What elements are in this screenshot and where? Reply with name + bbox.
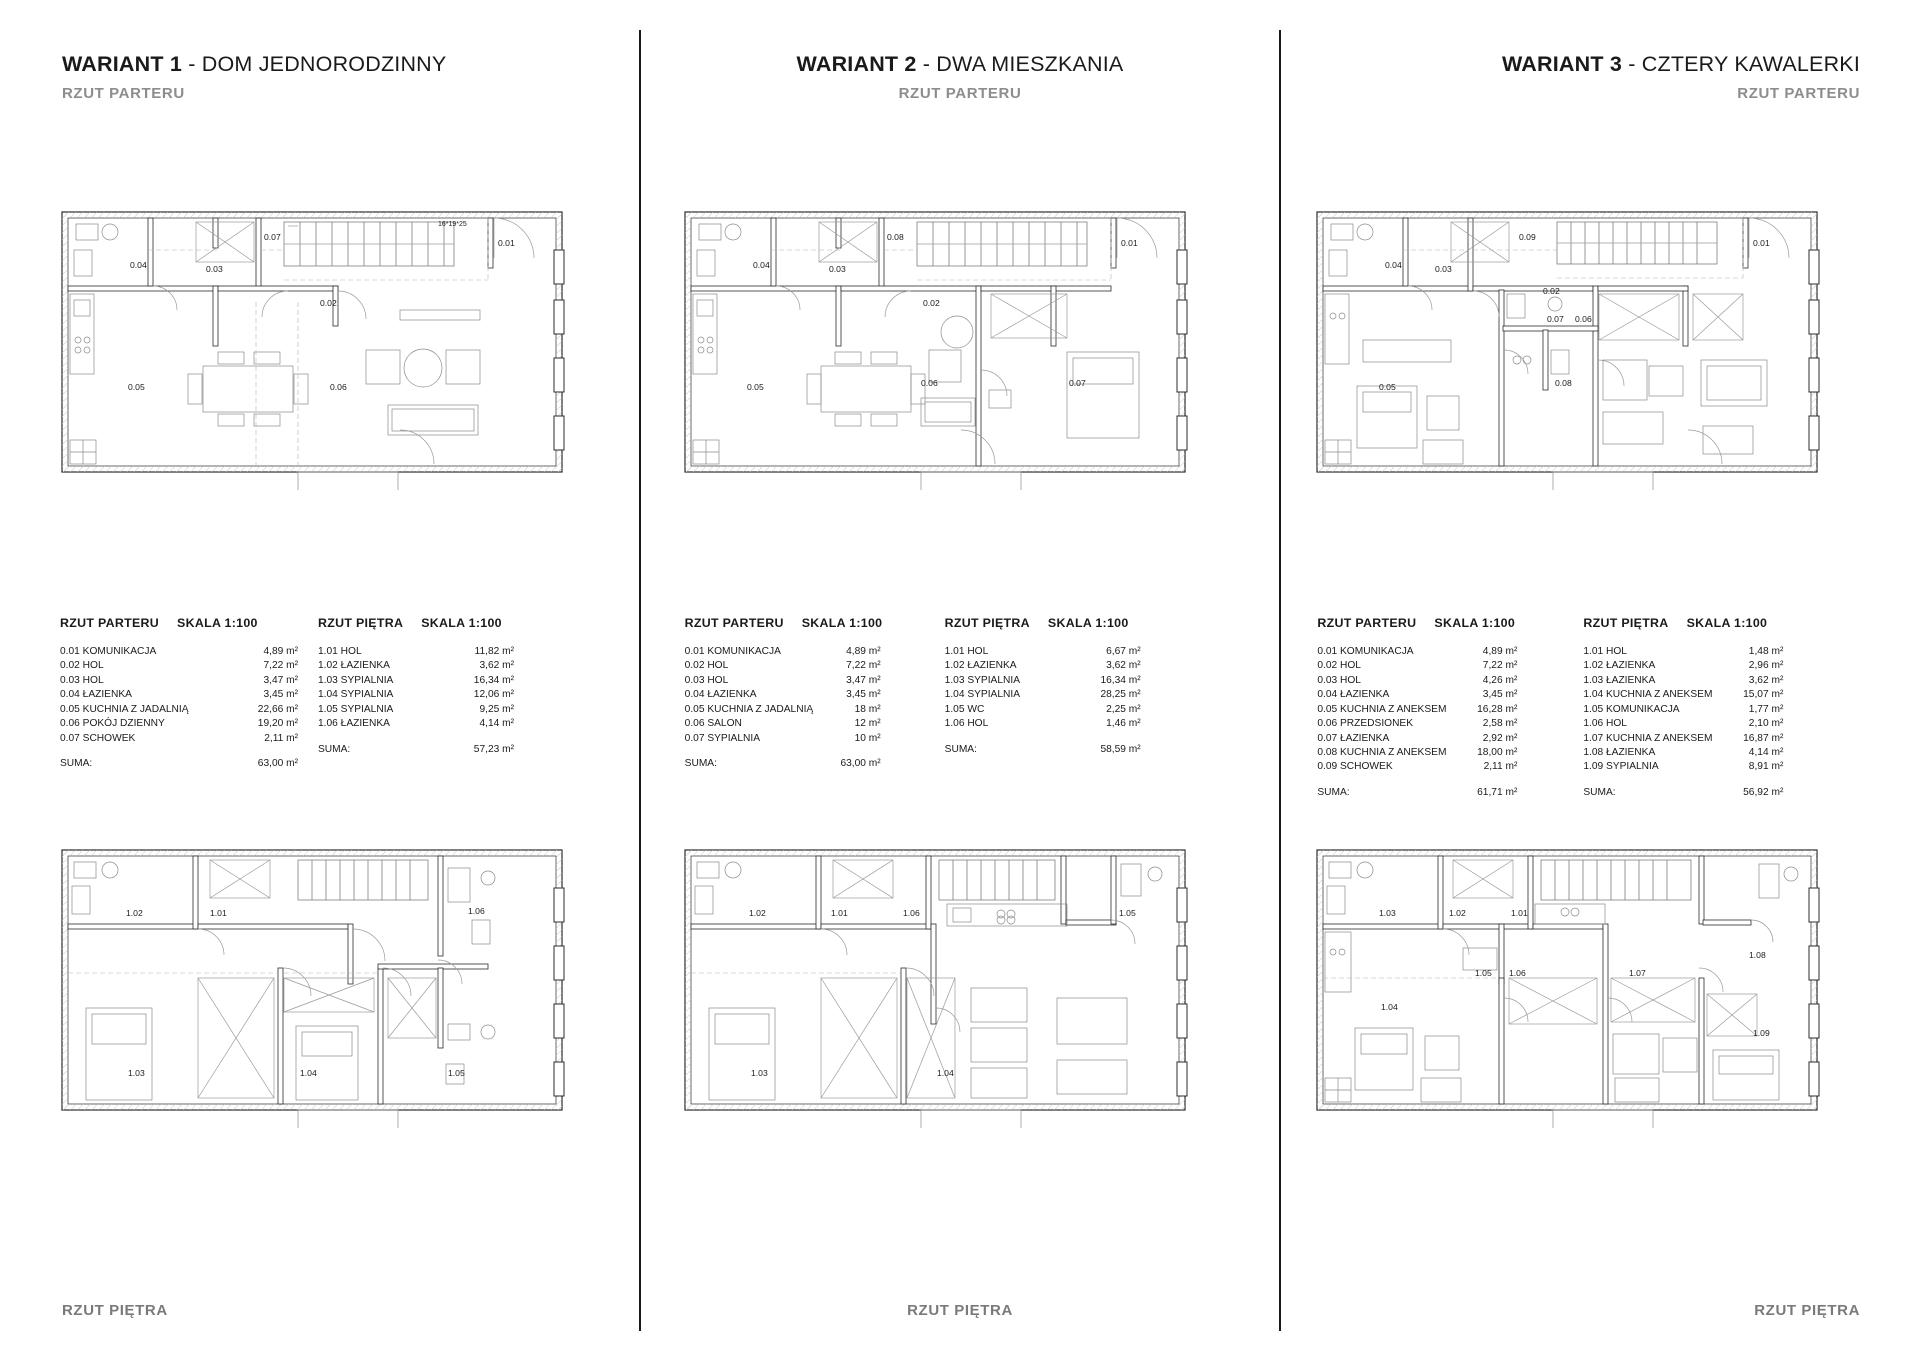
- variant-1-ground-floor-plan: [48, 190, 608, 490]
- variant-2-header: [641, 0, 1280, 102]
- row-name: 1.07 KUCHNIA Z ANEKSEM: [1583, 732, 1713, 744]
- variant-1-subtitle: RZUT PARTERU: [62, 85, 185, 102]
- row-name: 0.09 SCHOWEK: [1317, 761, 1393, 773]
- table-row: [685, 703, 881, 717]
- row-name: 0.07 SCHOWEK: [60, 732, 136, 744]
- room-tag: 0.03: [206, 264, 223, 274]
- ground-plan-svg-2: [671, 190, 1231, 490]
- row-name: 0.05 KUCHNIA Z JADALNIĄ: [684, 703, 814, 715]
- room-tag: 1.09: [1753, 1028, 1771, 1038]
- row-name: 1.06 HOL: [1583, 718, 1627, 730]
- table-row: [1317, 760, 1517, 774]
- room-tag: 0.03: [828, 264, 846, 274]
- room-tag: 0.04: [130, 260, 147, 270]
- variant-1-upper-table: [318, 615, 514, 771]
- row-name: 0.06 POKÓJ DZIENNY: [60, 718, 165, 730]
- variant-1-title: [62, 52, 587, 77]
- row-area: 2,11 m²: [1483, 761, 1518, 773]
- row-name: 1.02 ŁAZIENKA: [1583, 660, 1656, 672]
- row-area: 15,07 m²: [1743, 689, 1784, 701]
- table-row: [685, 688, 881, 702]
- row-area: 3,47 m²: [846, 674, 881, 686]
- row-area: 2,25 m²: [1106, 703, 1141, 715]
- table-scale: SKALA 1:100: [801, 616, 883, 630]
- table-row: [1583, 703, 1783, 717]
- table-scale: SKALA 1:100: [1047, 616, 1129, 630]
- room-tag: 1.02: [126, 908, 143, 918]
- row-area: 2,11 m²: [264, 732, 298, 744]
- variant-2-title: [641, 52, 1280, 77]
- variant-3-upper-table: [1583, 615, 1783, 800]
- row-name: 0.02 HOL: [60, 660, 104, 672]
- table-row: [1583, 645, 1783, 659]
- room-tag: 1.01: [830, 908, 848, 918]
- room-tag: 0.09: [1519, 232, 1537, 242]
- row-name: 1.04 SYPIALNIA: [944, 689, 1020, 701]
- table-label: RZUT PIĘTRA: [318, 616, 404, 630]
- variant-3-ground-floor-plan: [1303, 190, 1863, 490]
- room-tag: 0.08: [1555, 378, 1573, 388]
- room-tag: 1.03: [128, 1068, 145, 1078]
- row-area: 16,34 m²: [473, 674, 514, 686]
- row-name: 0.05 KUCHNIA Z JADALNIĄ: [60, 703, 189, 715]
- row-name: 0.01 KOMUNIKACJA: [1317, 645, 1414, 657]
- room-tag: 0.02: [1543, 286, 1561, 296]
- row-area: 8,91 m²: [1748, 761, 1784, 773]
- row-name: 1.06 ŁAZIENKA: [318, 718, 390, 730]
- table-row: [1583, 659, 1783, 673]
- table-sum: [945, 743, 1141, 757]
- room-tag: 1.06: [468, 906, 485, 916]
- table-scale: SKALA 1:100: [177, 616, 258, 630]
- row-area: 1,48 m²: [1748, 645, 1784, 657]
- row-area: 18,00 m²: [1477, 747, 1518, 758]
- ground-plan-svg-1: [48, 190, 608, 490]
- ground-plan-svg-3: [1303, 190, 1863, 490]
- table-row: [685, 717, 881, 731]
- room-tag: 0.04: [1385, 260, 1403, 270]
- row-name: 1.03 SYPIALNIA: [944, 674, 1020, 686]
- row-name: 1.06 HOL: [944, 718, 989, 730]
- room-tag: 1.03: [750, 1068, 768, 1078]
- table-rows: [1317, 645, 1517, 775]
- sum-label: SUMA:: [944, 743, 977, 755]
- table-row: [945, 717, 1141, 731]
- row-name: 1.01 HOL: [1583, 645, 1627, 657]
- table-row: [945, 703, 1141, 717]
- row-name: 0.07 SYPIALNIA: [684, 732, 760, 744]
- row-area: 1,46 m²: [1106, 718, 1141, 730]
- room-tag: 0.02: [320, 298, 337, 308]
- row-area: 4,26 m²: [1482, 674, 1518, 686]
- row-name: 1.04 KUCHNIA Z ANEKSEM: [1583, 689, 1713, 701]
- row-area: 4,89 m²: [846, 645, 881, 657]
- room-tag: 0.05: [746, 382, 764, 392]
- table-row: [1583, 674, 1783, 688]
- row-name: 0.07 ŁAZIENKA: [1317, 732, 1390, 744]
- row-name: 0.01 KOMUNIKACJA: [684, 645, 781, 657]
- row-area: 3,62 m²: [479, 660, 514, 672]
- row-name: 0.03 HOL: [684, 674, 729, 686]
- variant-1-area-tables: [60, 615, 514, 771]
- table-rows: [60, 645, 298, 746]
- row-area: 4,14 m²: [1748, 747, 1784, 758]
- room-tag: 1.05: [1475, 968, 1493, 978]
- row-area: 7,22 m²: [263, 660, 298, 672]
- table-row: [685, 659, 881, 673]
- sum-value: 58,59 m²: [1100, 743, 1141, 755]
- table-row: [1317, 746, 1517, 760]
- row-name: 0.04 ŁAZIENKA: [1317, 689, 1390, 701]
- room-tag: 1.04: [936, 1068, 954, 1078]
- table-row: [1317, 703, 1517, 717]
- row-area: 2,92 m²: [1482, 732, 1518, 744]
- row-area: 18 m²: [854, 703, 881, 715]
- table-row: [318, 674, 514, 688]
- room-tag: 0.06: [1575, 314, 1593, 324]
- variant-panel-2: [641, 0, 1280, 1357]
- variant-1-footer-label: RZUT PIĘTRA: [62, 1302, 168, 1319]
- variant-3-area-tables: [1317, 615, 1783, 800]
- table-row: [1317, 674, 1517, 688]
- row-area: 3,62 m²: [1106, 660, 1141, 672]
- row-area: 19,20 m²: [257, 718, 298, 730]
- row-area: 4,14 m²: [479, 718, 514, 730]
- table-row: [318, 659, 514, 673]
- table-rows: [1583, 645, 1783, 775]
- row-name: 1.09 SYPIALNIA: [1583, 761, 1659, 773]
- room-tag: 0.07: [1547, 314, 1565, 324]
- room-tag: 0.01: [498, 238, 515, 248]
- row-name: 1.03 SYPIALNIA: [318, 674, 394, 686]
- room-tag: 0.07: [1068, 378, 1086, 388]
- table-row: [685, 674, 881, 688]
- variant-2-title-rest: - DWA MIESZKANIA: [916, 52, 1124, 76]
- row-name: 0.08 KUCHNIA Z ANEKSEM: [1317, 747, 1447, 758]
- table-row: [945, 688, 1141, 702]
- row-name: 1.05 SYPIALNIA: [318, 703, 394, 715]
- room-tag: 0.03: [1435, 264, 1453, 274]
- variant-3-title-bold: WARIANT 3: [1501, 52, 1623, 76]
- sum-label: SUMA:: [1583, 786, 1616, 798]
- row-area: 11,82 m²: [474, 645, 514, 657]
- row-name: 1.04 SYPIALNIA: [318, 689, 394, 701]
- row-area: 1,77 m²: [1748, 703, 1784, 715]
- room-tag: 1.03: [1379, 908, 1397, 918]
- variant-2-upper-table: [945, 615, 1141, 771]
- table-row: [1317, 732, 1517, 746]
- variant-1-ground-table: [60, 615, 298, 771]
- table-row: [685, 645, 881, 659]
- room-tag: 1.07: [1629, 968, 1647, 978]
- table-scale: SKALA 1:100: [421, 616, 502, 630]
- table-row: [318, 703, 514, 717]
- row-name: 0.02 HOL: [1317, 660, 1361, 672]
- sum-label: SUMA:: [60, 758, 93, 769]
- row-area: 4,89 m²: [1482, 645, 1518, 657]
- room-tag: 0.01: [1120, 238, 1138, 248]
- row-area: 28,25 m²: [1100, 689, 1141, 701]
- room-tag: 0.06: [920, 378, 938, 388]
- table-row: [945, 645, 1141, 659]
- table-row: [60, 732, 298, 746]
- table-label: RZUT PARTERU: [1317, 616, 1417, 630]
- row-name: 0.03 HOL: [1317, 674, 1361, 686]
- row-area: 22,66 m²: [257, 703, 298, 715]
- row-name: 0.02 HOL: [684, 660, 729, 672]
- variant-3-title: [1281, 52, 1860, 77]
- upper-plan-svg-3: [1303, 828, 1863, 1128]
- stair-dimension-tag: 16*19*25: [438, 221, 467, 228]
- sum-value: 61,71 m²: [1477, 786, 1518, 798]
- table-row: [1583, 688, 1783, 702]
- room-tag: 1.02: [1449, 908, 1467, 918]
- row-area: 6,67 m²: [1106, 645, 1141, 657]
- table-row: [1317, 659, 1517, 673]
- row-area: 16,87 m²: [1743, 732, 1784, 744]
- variant-3-upper-floor-plan: [1303, 828, 1863, 1128]
- table-sum: [1583, 786, 1783, 800]
- table-rows: [945, 645, 1141, 732]
- row-name: 0.03 HOL: [60, 674, 104, 686]
- row-name: 0.06 PRZEDSIONEK: [1317, 718, 1414, 730]
- table-row: [1317, 688, 1517, 702]
- room-tag: 0.02: [922, 298, 940, 308]
- table-sum: [685, 757, 881, 771]
- variant-2-subtitle: RZUT PARTERU: [898, 85, 1022, 102]
- row-name: 0.04 ŁAZIENKA: [60, 689, 132, 701]
- row-area: 2,58 m²: [1482, 718, 1518, 730]
- variant-2-ground-table: [685, 615, 881, 771]
- room-tag: 0.07: [264, 232, 281, 242]
- table-row: [318, 717, 514, 731]
- row-name: 1.05 KOMUNIKACJA: [1583, 703, 1680, 715]
- table-sum: [1317, 786, 1517, 800]
- row-area: 3,45 m²: [846, 689, 881, 701]
- variant-1-title-bold: WARIANT 1: [62, 52, 183, 76]
- table-rows: [318, 645, 514, 732]
- variant-3-header: [1281, 0, 1920, 102]
- row-area: 3,47 m²: [263, 674, 298, 686]
- sum-value: 63,00 m²: [257, 758, 298, 769]
- table-row: [1583, 717, 1783, 731]
- variant-panel-3: [1281, 0, 1920, 1357]
- variant-1-upper-floor-plan: [48, 828, 608, 1128]
- table-label: RZUT PIĘTRA: [944, 616, 1030, 630]
- row-name: 0.06 SALON: [684, 718, 742, 730]
- sum-value: 63,00 m²: [840, 758, 881, 769]
- row-area: 16,34 m²: [1100, 674, 1141, 686]
- room-tag: 1.06: [902, 908, 920, 918]
- variant-3-footer-label: RZUT PIĘTRA: [1754, 1302, 1861, 1319]
- row-area: 10 m²: [854, 732, 881, 744]
- table-row: [1317, 717, 1517, 731]
- table-rows: [685, 645, 881, 746]
- row-name: 1.08 ŁAZIENKA: [1583, 747, 1656, 758]
- table-row: [60, 659, 298, 673]
- room-tag: 0.04: [752, 260, 770, 270]
- row-name: 1.02 ŁAZIENKA: [944, 660, 1017, 672]
- variant-2-title-bold: WARIANT 2: [796, 52, 917, 76]
- row-name: 1.01 HOL: [318, 645, 362, 657]
- row-area: 2,96 m²: [1748, 660, 1784, 672]
- table-row: [1583, 746, 1783, 760]
- sum-value: 57,23 m²: [473, 743, 514, 755]
- room-tag: 0.08: [886, 232, 904, 242]
- room-tag: 0.05: [128, 382, 145, 392]
- row-area: 2,10 m²: [1748, 718, 1784, 730]
- table-row: [60, 645, 298, 659]
- room-tag: 1.05: [1118, 908, 1136, 918]
- row-name: 0.04 ŁAZIENKA: [684, 689, 757, 701]
- row-area: 7,22 m²: [846, 660, 881, 672]
- row-area: 7,22 m²: [1482, 660, 1518, 672]
- row-area: 9,25 m²: [479, 703, 514, 715]
- table-row: [60, 674, 298, 688]
- row-name: 1.02 ŁAZIENKA: [318, 660, 390, 672]
- room-tag: 1.04: [1381, 1002, 1399, 1012]
- sum-value: 56,92 m²: [1743, 786, 1784, 798]
- row-area: 12 m²: [854, 718, 881, 730]
- variant-panel-1: [0, 0, 639, 1357]
- table-sum: [60, 757, 298, 771]
- row-area: 3,62 m²: [1748, 674, 1784, 686]
- row-area: 12,06 m²: [473, 689, 514, 701]
- room-tag: 1.01: [1511, 908, 1529, 918]
- row-name: 1.03 ŁAZIENKA: [1583, 674, 1656, 686]
- room-tag: 1.04: [300, 1068, 317, 1078]
- variant-3-ground-table: [1317, 615, 1517, 800]
- table-row: [1583, 760, 1783, 774]
- room-tag: 1.08: [1749, 950, 1767, 960]
- variant-2-upper-floor-plan: [671, 828, 1231, 1128]
- room-tag: 1.05: [448, 1068, 465, 1078]
- table-row: [60, 688, 298, 702]
- table-row: [945, 659, 1141, 673]
- sum-label: SUMA:: [318, 743, 351, 755]
- row-name: 1.01 HOL: [944, 645, 989, 657]
- variant-1-header: [0, 0, 639, 102]
- row-name: 0.01 KOMUNIKACJA: [60, 645, 157, 657]
- table-row: [318, 688, 514, 702]
- variant-3-subtitle: RZUT PARTERU: [1737, 85, 1861, 102]
- variant-3-title-rest: - CZTERY KAWALERKI: [1622, 52, 1861, 76]
- table-row: [945, 674, 1141, 688]
- row-area: 3,45 m²: [1482, 689, 1518, 701]
- row-name: 0.05 KUCHNIA Z ANEKSEM: [1317, 703, 1447, 715]
- variant-2-footer-label: RZUT PIĘTRA: [907, 1302, 1013, 1319]
- row-area: 4,89 m²: [263, 645, 298, 657]
- sum-label: SUMA:: [684, 758, 717, 769]
- table-scale: SKALA 1:100: [1686, 616, 1768, 630]
- room-tag: 0.01: [1753, 238, 1771, 248]
- room-tag: 1.06: [1509, 968, 1527, 978]
- upper-plan-svg-1: [48, 828, 608, 1128]
- table-row: [1317, 645, 1517, 659]
- room-tag: 1.01: [210, 908, 227, 918]
- table-sum: [318, 743, 514, 757]
- room-tag: 0.05: [1379, 382, 1397, 392]
- table-row: [685, 732, 881, 746]
- table-label: RZUT PARTERU: [60, 616, 160, 630]
- table-label: RZUT PARTERU: [684, 616, 784, 630]
- table-row: [1583, 732, 1783, 746]
- room-tag: 0.06: [330, 382, 347, 392]
- table-scale: SKALA 1:100: [1434, 616, 1516, 630]
- table-row: [60, 717, 298, 731]
- upper-plan-svg-2: [671, 828, 1231, 1128]
- table-label: RZUT PIĘTRA: [1583, 616, 1669, 630]
- row-area: 3,45 m²: [263, 689, 298, 701]
- table-row: [60, 703, 298, 717]
- variant-1-title-rest: - DOM JEDNORODZINNY: [182, 52, 447, 76]
- row-area: 16,28 m²: [1477, 703, 1518, 715]
- row-name: 1.05 WC: [944, 703, 985, 715]
- variant-2-area-tables: [685, 615, 1141, 771]
- variant-2-ground-floor-plan: [671, 190, 1231, 490]
- room-tag: 1.02: [748, 908, 766, 918]
- sum-label: SUMA:: [1317, 786, 1350, 798]
- table-row: [318, 645, 514, 659]
